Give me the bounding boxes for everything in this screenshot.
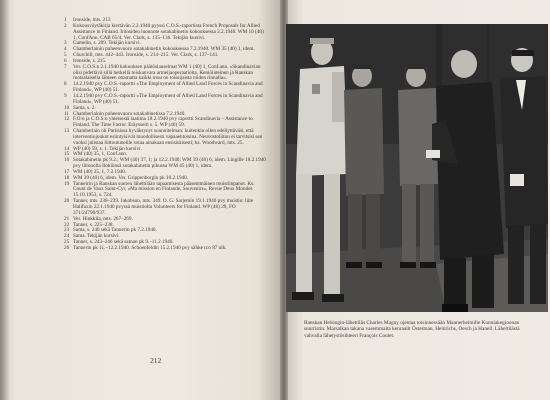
historical-photograph [286,24,548,312]
endnote-text: Kokousvöytäkirja kiertävän 2.2.1940 pyyssi C.O.S.-raportista French Proposals for Allied Assistance in Finland. Ironsiden luonnote sotakabinetin kokouksessa 2.2.1940. WM 10 (40) 1, ConfAnn. CAB 65/4. Ver. Clark, s. 135–136. Tekijän kursivi. [73,22,264,41]
endnote-number: 18 [64,174,70,181]
endnote-text: Gamelin, s. 209. Tekijän kursivi. [73,40,141,47]
endnote-text: WM 39 (40) 6, idem. Ver. Grippenborgin pk 10.2.1940. [73,174,189,181]
endnote-number: 16 [64,157,70,164]
endnotes-list [64,18,268,252]
endnote-text: Sotakabinetin pk 9.2.; WM (40) 37, 1; ja 12.2.1940; WM 39 (40) 6, idem. Lingille 18.2.1940 pvy liitonolla Ilokiönsä sotakabinetin pikussa WM 45 (40) 1, idem. [73,157,266,170]
endnote-text: Chamberlainin puheenvuoro sotakabinetin kokouksessa 7.2.1940. WM 35 (40) 1, idem. [73,46,255,53]
endnote-text: Chamberlain oli Pariisissa hyväksynyt suunnitelman: kuitenkin ollen edellyttäväsi, että interventiojoukot esiintyisivät muodollisesti vapaaehtoisina. Neuvostoliiton ei tarvitsisi sen vuoksi julistaa liittoutuneille sotaa ainakaan ensisisäisesti; ks. Woodward, mts. 25. [73,128,263,146]
endnote-text: Chamberlainin puheenvuoro sotakabinetissa 7.2.1940. [73,110,186,117]
endnote-text: WM (40) 35, 1, 7.2.1940. [73,168,127,175]
endnote-number: 15 [64,151,70,158]
endnote-number: 7 [64,63,67,70]
endnote-text: Churchill, mts. 442–443. Ironside, s. 214–215. Ver. Clark, s. 137–141. [73,52,219,59]
endnote-number: 3 [64,40,67,47]
endnote-text: Ironside, s. 215. [73,57,107,64]
endnote-text: Sama, s. 240 sekä Tannerin pk 7.2.1940. [73,227,157,234]
endnote-number: 10 [64,104,70,111]
endnote-text: Tanneirin ja Ranskan suuren lähettilään tapaamisesta pääsemmäinen muistiinpanot. Ks. Count de Vaux Saint-Cyr, »Ma mission en Finlande, Souvenirs«, Revue Deux Mondes 15.10.1953, s. 724. [73,180,255,199]
endnote-number: 22 [64,221,70,228]
endnote-number: 26 [64,244,70,251]
endnote-text: Tanner, s. 243–246 sekä saman pk 9.–11.2.1940. [73,239,174,246]
endnote-number: 1 [64,17,67,23]
page-number: 212 [150,356,162,365]
endnote-text: Tanner, mts. 238–239. Jakobson, mts. 349. O. G. Sarjemin 19.1.1940 pvy muistio: liite Halifaxin 22.1.1940 pvyssä muistiolta Volunteers for Finland. WP (40) 29, FO 371/24790/937. [73,198,254,216]
endnote-number: 24 [64,233,70,240]
endnote-number: 23 [64,227,70,234]
endnote-number: 20 [64,198,70,205]
endnote-text: F.O:n ja C.O.S:n yhteisestä laatima 18.2.1940 pvy raportti Scandinavia – Assistance to Finland. The Time Factor. Eräysseiti s. 5. WP (40) 59. [73,116,253,129]
endnote-number: 8 [64,81,67,88]
endnote-text: Sama. Tekijän kursivi. [73,233,120,240]
endnote-text: 14.2.1940 pvy C.O.S.-raportti »The Employment of Allied Land Forces in Scandinavia and Finland», WP (40) 51. [73,81,263,94]
endnote-number: 25 [64,239,70,246]
endnote-item [64,182,268,200]
endnote-text: WP (40) 59, s. 1. Tekijän kursivi. [73,145,142,152]
endnote-number: 6 [64,57,67,64]
endnote-number: 9 [64,92,67,99]
endnote-item [64,24,268,42]
endnote-number: 5 [64,52,67,59]
endnote-item [64,246,268,252]
endnote-text: 14.2.1940 pvy C.O.S.-raportti »The Employment of Allied Land Forces in Scandinavia and Finland», WP (40) 51. [73,92,263,105]
endnote-number: 2 [64,22,67,29]
endnote-text: Ironside, mts. 213 [73,17,111,23]
endnote-text: Tanner, s. 225–238. [73,221,114,228]
endnote-number: 17 [64,168,70,175]
endnote-number: 14 [64,145,70,152]
endnote-text: Ver. C.O.S:n 2.1.1940 kokouksen päätöslauselmat WM 1 (40) 1, Conf.ann. »Skandinavian olisi pidettävä sillä herkellä toiskanvara armeijaoperaatioita. Keniöinteinen ja Ranskan ruotsalaisella lähteen ottamatta kaikki muu on toissijaista niiden rinnalla». [73,63,261,82]
endnote-number: 4 [64,46,67,53]
endnote-item [64,129,268,147]
endnote-text: Ver. Hinkkila, mts. 267–269. [73,215,133,222]
endnote-number: 12 [64,116,70,123]
endnote-number: 19 [64,180,70,187]
endnote-number: 21 [64,215,70,222]
endnote-text: WM (40) 35, 1, Conf.ann. [73,151,128,158]
endnote-text: Tannerin pk 11.–12.2.1940. Schoenfeldin 15.2.1940 pvy sähke n:o 87 ulk. [73,244,227,251]
endnote-item [64,65,268,83]
endnote-item [64,199,268,217]
photo-caption: Ranskan Helsingin-lähettiläs Charles Magny ojentaa toisinnessään Mannerheimille Kunniakegioonan suurristin. Marsalkan takana vasemmalta kenraalit Österman, Heinrichs, Oesch ja Hanell. Lähettilästä vahvalla lähetystösihteeri François Coulet. [304,320,520,339]
endnote-number: 11 [64,110,69,117]
endnote-number: 13 [64,128,70,135]
photo-scene [286,24,548,312]
endnote-text: Sama, s. 2. [73,104,96,111]
